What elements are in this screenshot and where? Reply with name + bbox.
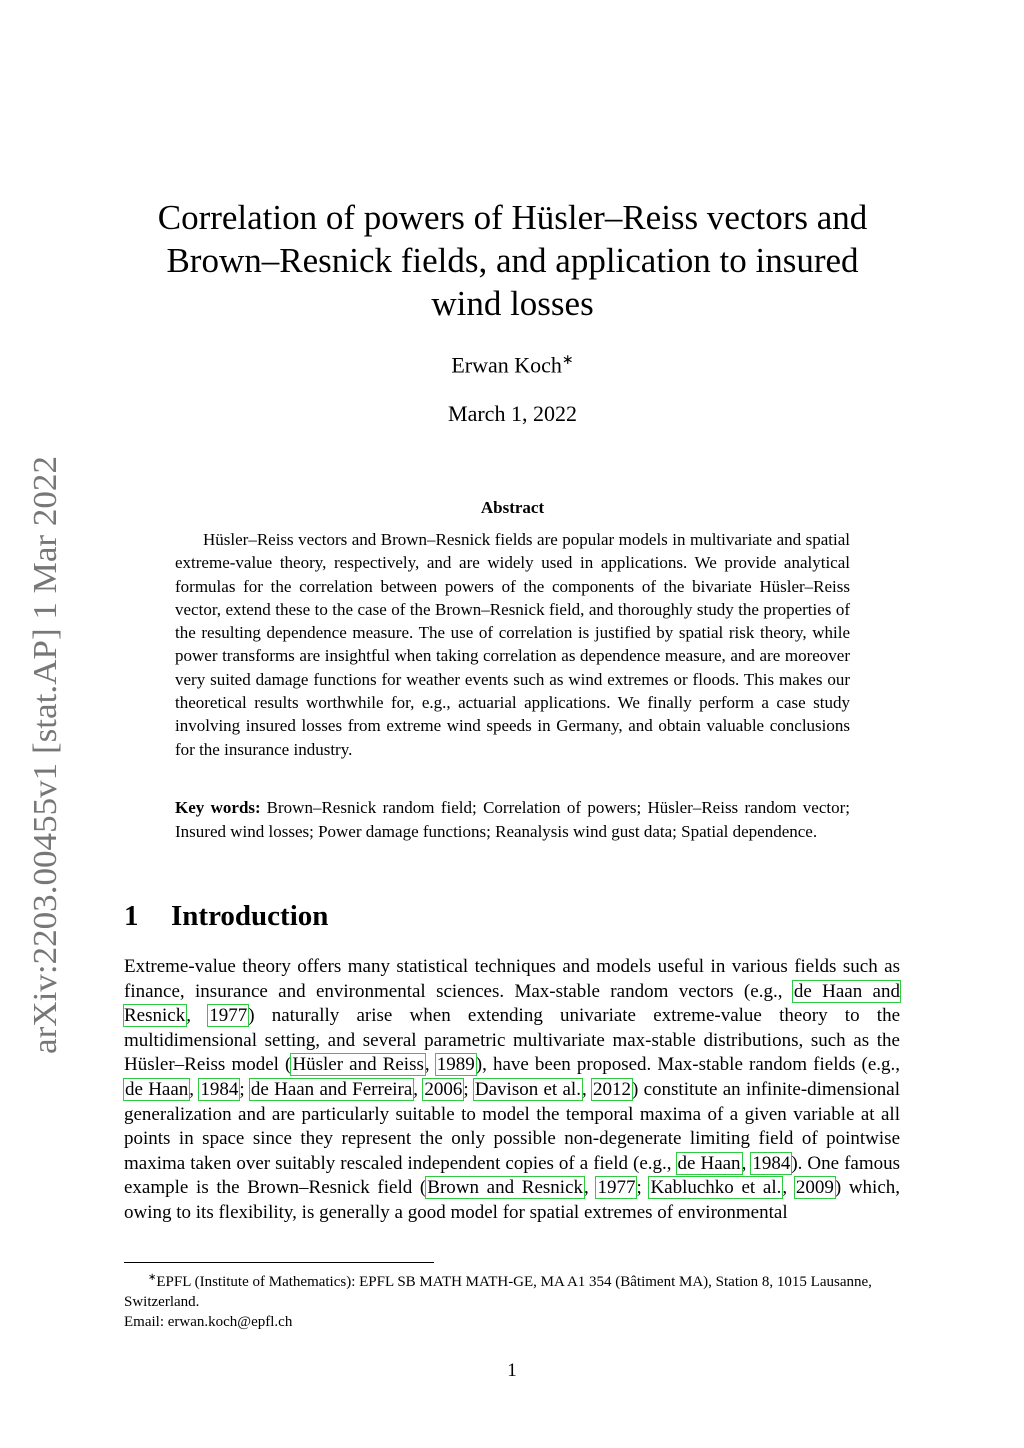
abstract-body: Hüsler–Reiss vectors and Brown–Resnick fields are popular models in multivariate and spatial extreme-value theory, respectively, and are widely used in applications. We provide analytical formulas for the correlation between powers of the components of the bivariate Hüsler–Reiss vector, extend these to the case of the Brown–Resnick field, and thoroughly study the properties of the resulting dependence measure. The use of correlation is justified by spatial risk theory, while power transforms are insightful when taking correlation as dependence measure, and are moreover very suited damage functions for weather events such as wind extremes or floods. This makes our theoretical results worthwhile for, e.g., actuarial applications. We finally perform a case study involving insured losses from extreme wind speeds in Germany, and obtain valuable conclusions for the insurance industry. <box>175 530 850 759</box>
keywords-label: Key words: <box>175 798 261 817</box>
footnote-text: EPFL (Institute of Mathematics): EPFL SB MATH MATH-GE, MA A1 354 (Bâtiment MA), Station 8, 1015 Lausanne, Switzerland. <box>124 1274 872 1310</box>
intro-text: , <box>584 1177 597 1199</box>
citation-link[interactable]: Hüsler and Reiss <box>292 1054 424 1076</box>
section-heading-introduction <box>124 900 900 933</box>
citation-link[interactable]: Kabluchko et al. <box>650 1177 782 1199</box>
paper-title: Correlation of powers of Hüsler–Reiss vectors and Brown–Resnick fields, and application to insured wind losses <box>157 198 868 323</box>
citation-year-link[interactable]: 2009 <box>795 1177 834 1199</box>
intro-text: ; <box>636 1177 650 1199</box>
intro-text: , <box>581 1078 592 1100</box>
citation-link[interactable]: de Haan and Ferreira <box>250 1078 413 1100</box>
citation-year-link[interactable]: 1984 <box>752 1152 791 1174</box>
citation-year-link[interactable]: 1977 <box>597 1177 636 1199</box>
abstract-heading: Abstract <box>480 498 545 517</box>
intro-text: , <box>741 1152 752 1174</box>
footnote <box>124 1268 900 1332</box>
citation-year-link[interactable]: 1984 <box>200 1078 239 1100</box>
footnote-email: Email: erwan.koch@epfl.ch <box>124 1314 293 1330</box>
footnote-mark: ∗ <box>148 1272 157 1283</box>
intro-text: , <box>186 1005 209 1027</box>
citation-link[interactable]: de Haan <box>125 1078 189 1100</box>
citation-link[interactable]: de Haan and Resnick <box>124 980 900 1027</box>
intro-text: ). One famous example is the Brown–Resnick field ( <box>124 1152 900 1199</box>
author-line <box>140 352 885 378</box>
page-number: 1 <box>507 1360 517 1381</box>
intro-text: Extreme-value theory offers many statistical techniques and models useful in various fields such as finance, insurance and environmental sciences. Max-stable random vectors (e.g., <box>124 956 900 1002</box>
intro-text: ) constitute an infinite-dimensional generalization and are particularly suitable to model the temporal maxima of a given variable at all points in space since they represent the only possible non-degenerate limiting field of pointwise maxima taken over suitably rescaled independent copies of a field (e.g., <box>124 1078 901 1174</box>
author-footnote-mark[interactable]: ∗ <box>561 353 574 368</box>
intro-text: ; <box>463 1078 474 1100</box>
paper-date: March 1, 2022 <box>448 401 577 426</box>
citation-year-link[interactable]: 1989 <box>436 1054 475 1076</box>
intro-text: , <box>424 1054 436 1076</box>
citation-year-link[interactable]: 1977 <box>209 1005 248 1027</box>
intro-text: ) which, owing to its flexibility, is generally a good model for spatial extremes of environmental <box>124 1177 901 1223</box>
footnote-affiliation <box>124 1268 900 1312</box>
citation-year-link[interactable]: 2012 <box>592 1078 631 1100</box>
section-number: 1 <box>124 900 139 932</box>
section-title: Introduction <box>171 900 329 932</box>
arxiv-stamp <box>14 452 74 1057</box>
citation-year-link[interactable]: 2006 <box>424 1078 463 1100</box>
arxiv-stamp-text: arXiv:2203.00455v1 [stat.AP] 1 Mar 2022 <box>27 474 64 1054</box>
keywords-text: Brown–Resnick random field; Correlation of powers; Hüsler–Reiss random vector; Insured wind losses; Power damage functions; Reanalysis wind gust data; Spatial dependence. <box>175 798 850 841</box>
intro-text: ) naturally arise when extending univariate extreme-value theory to the multidimensional setting, and several parametric multivariate max-stable distributions, such as the Hüsler–Reiss model ( <box>124 1005 901 1076</box>
intro-text: ), have been proposed. Max-stable random fields (e.g., <box>475 1054 900 1076</box>
citation-link[interactable]: de Haan <box>677 1152 741 1174</box>
intro-text: , <box>189 1078 200 1100</box>
footnote-divider <box>124 1262 434 1263</box>
intro-text: , <box>782 1177 795 1199</box>
introduction-paragraph <box>124 955 900 1226</box>
arxiv-stamp-svg <box>14 452 74 1057</box>
citation-link[interactable]: Brown and Resnick <box>427 1177 584 1199</box>
citation-link[interactable]: Davison et al. <box>474 1078 581 1100</box>
author-name: Erwan Koch <box>451 352 562 378</box>
intro-text: ; <box>239 1078 250 1100</box>
keywords <box>175 796 850 843</box>
intro-text: , <box>413 1078 424 1100</box>
